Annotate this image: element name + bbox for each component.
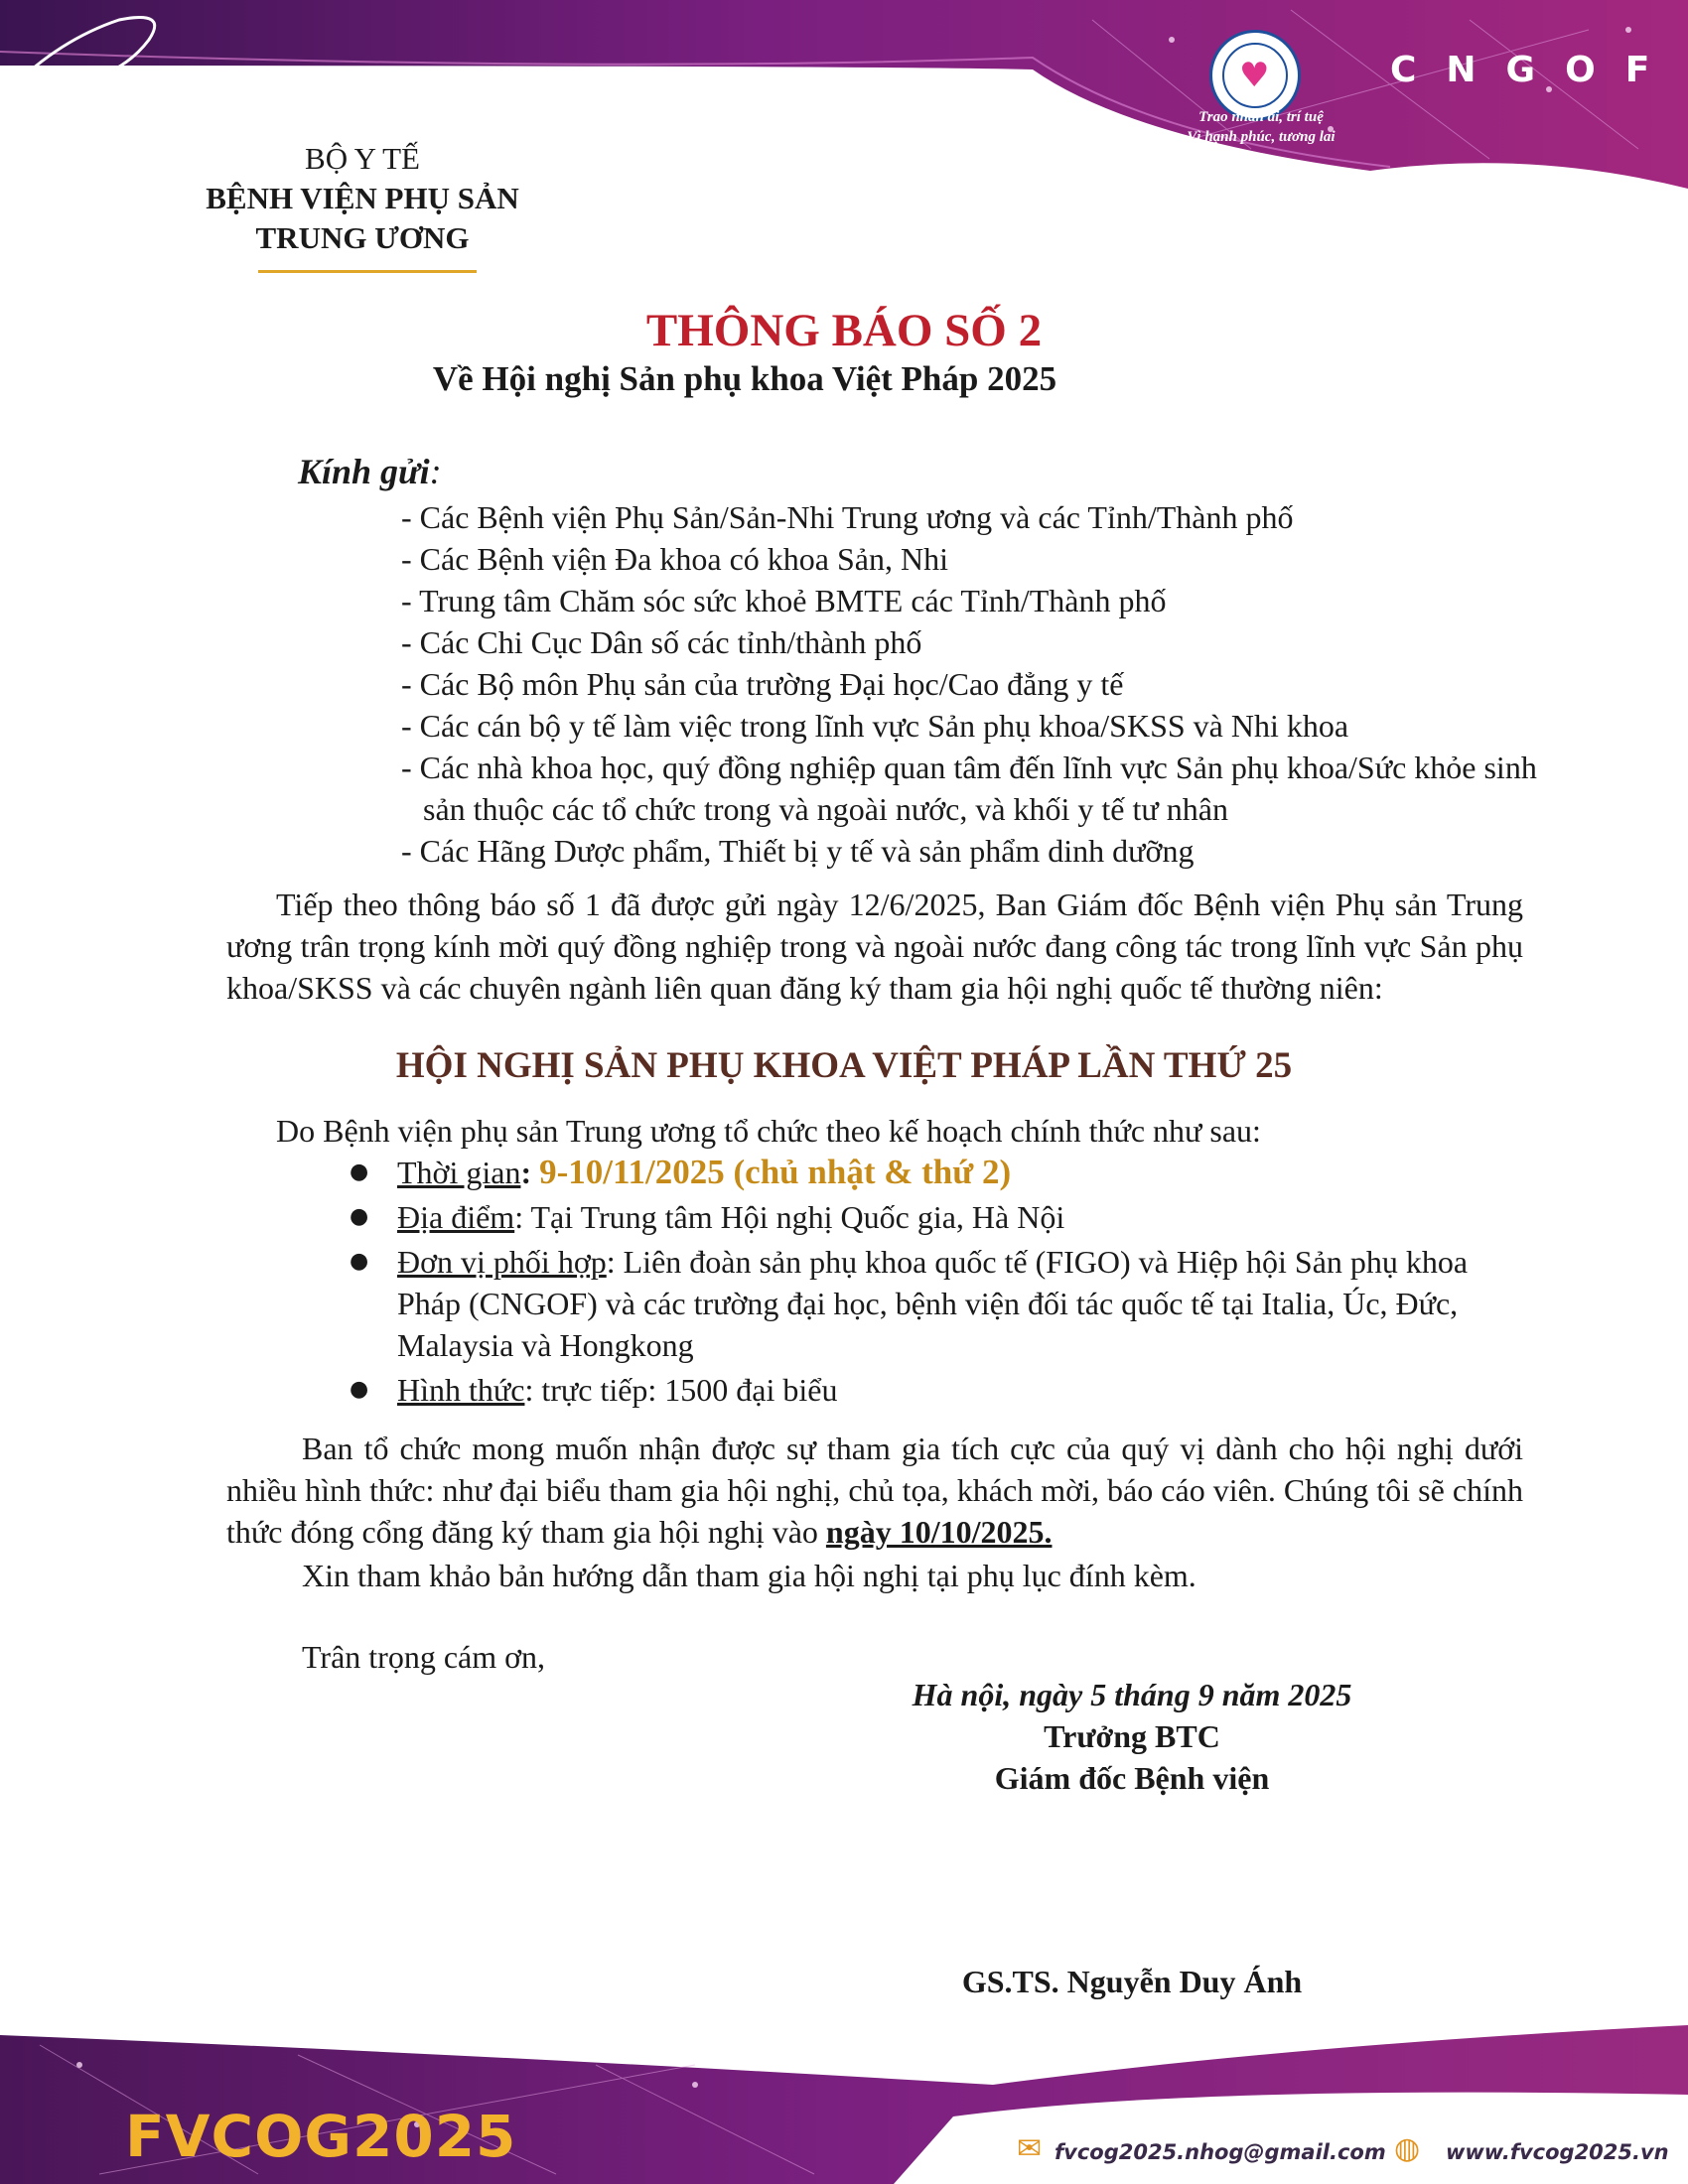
time-label: Thời gian xyxy=(397,1155,521,1190)
recipient-item: - Các cán bộ y tế làm việc trong lĩnh vực Sản phụ khoa/SKSS và Nhi khoa xyxy=(401,708,1349,744)
bullet-icon: ● xyxy=(350,1160,369,1184)
contact-website[interactable]: www.fvcog2025.vn xyxy=(1446,2140,1669,2164)
signer-name: GS.TS. Nguyễn Duy Ánh xyxy=(961,1964,1303,1999)
thanks-line: Trân trọng cám ơn, xyxy=(302,1639,546,1675)
venue-label: Địa điểm xyxy=(397,1199,515,1235)
bullet-icon: ● xyxy=(350,1204,369,1229)
globe-icon: ◍ xyxy=(1394,2131,1421,2166)
document-subtitle: Về Hội nghị Sản phụ khoa Việt Pháp 2025 xyxy=(432,359,1057,398)
salutation-text: Kính gửi xyxy=(298,452,430,491)
document-title: THÔNG BÁO SỐ 2 xyxy=(645,305,1043,356)
partners-label: Đơn vị phối hợp xyxy=(397,1244,607,1280)
recipient-list xyxy=(401,496,1553,872)
ministry-name: BỘ Y TẾ xyxy=(305,141,420,176)
recipient-item: - Các Bệnh viện Đa khoa có khoa Sản, Nhi xyxy=(401,541,948,577)
cngof-swirl-icon xyxy=(0,0,179,109)
reference-note: Xin tham khảo bản hướng dẫn tham gia hội nghị tại phụ lục đính kèm. xyxy=(302,1558,1196,1593)
signature-date: Hà nội, ngày 5 tháng 9 năm 2025 xyxy=(912,1677,1352,1712)
recipient-item: - Các Bệnh viện Phụ Sản/Sản-Nhi Trung ương và các Tỉnh/Thành phố xyxy=(401,499,1294,535)
time-value: 9-10/11/2025 (chủ nhật & thứ 2) xyxy=(539,1153,1012,1191)
ministry-block xyxy=(179,139,546,258)
closing-paragraph xyxy=(226,1428,1523,1553)
slogan-line1: Trao nhân ái, trí tuệ xyxy=(1198,109,1324,125)
hospital-name-line2: TRUNG ƯƠNG xyxy=(255,220,470,255)
signature-role1: Trưởng BTC xyxy=(1044,1718,1220,1754)
detail-format xyxy=(338,1369,1529,1411)
event-logo: FVCOG2025 xyxy=(125,2103,517,2170)
conference-name: HỘI NGHỊ SẢN PHỤ KHOA VIỆT PHÁP LẦN THỨ 25 xyxy=(395,1045,1293,1086)
recipient-item: - Các Bộ môn Phụ sản của trường Đại học/Cao đẳng y tế xyxy=(401,666,1124,702)
signature-block xyxy=(834,1674,1430,1799)
detail-time: ● Thời gian: 9-10/11/2025 (chủ nhật & thứ 2) xyxy=(350,1153,1012,1191)
registration-deadline: ngày 10/10/2025. xyxy=(825,1514,1053,1550)
mail-icon: ✉ xyxy=(1017,2131,1043,2166)
format-value: : trực tiếp: 1500 đại biểu xyxy=(524,1372,838,1408)
footer-banner xyxy=(0,2025,1688,2184)
organized-by-paragraph: Do Bệnh viện phụ sản Trung ương tổ chức theo kế hoạch chính thức như sau: xyxy=(276,1113,1261,1149)
format-label: Hình thức xyxy=(397,1372,525,1408)
contact-email[interactable]: fvcog2025.nhog@gmail.com xyxy=(1055,2140,1386,2164)
partners-value: : Liên đoàn sản phụ khoa quốc tế (FIGO) và Hiệp hội Sản phụ khoa Pháp (CNGOF) và các trường đại học, bệnh viện đối tác quốc tế tại Italia, Úc, Đức, Malaysia và Hongkong xyxy=(397,1244,1469,1363)
hospital-name-line1: BỆNH VIỆN PHỤ SẢN xyxy=(206,181,519,215)
bullet-icon: ● xyxy=(350,1377,369,1402)
recipient-item: - Trung tâm Chăm sóc sức khoẻ BMTE các Tỉnh/Thành phố xyxy=(401,583,1167,618)
event-details-list xyxy=(338,1152,1529,1414)
heart-icon: ♥ xyxy=(1239,56,1270,95)
ministry-underline xyxy=(258,270,477,273)
recipient-item: - Các Chi Cục Dân số các tỉnh/thành phố xyxy=(401,624,922,660)
slogan-line2: Vì hạnh phúc, tương lai xyxy=(1187,129,1336,145)
slogan xyxy=(1142,107,1380,147)
recipient-item: - Các nhà khoa học, quý đồng nghiệp quan tâm đến lĩnh vực Sản phụ khoa/Sức khỏe sinh sản thuộc các tổ chức trong và ngoài nước, và khối y tế tư nhân xyxy=(401,750,1537,827)
bullet-icon: ● xyxy=(350,1249,369,1274)
detail-venue xyxy=(338,1196,1529,1238)
recipient-item: - Các Hãng Dược phẩm, Thiết bị y tế và sản phẩm dinh dưỡng xyxy=(401,833,1195,869)
venue-value: : Tại Trung tâm Hội nghị Quốc gia, Hà Nội xyxy=(514,1199,1065,1235)
signature-role2: Giám đốc Bệnh viện xyxy=(994,1760,1270,1796)
detail-partners xyxy=(338,1241,1529,1366)
closing-text: Ban tổ chức mong muốn nhận được sự tham gia tích cực của quý vị dành cho hội nghị dưới nhiều hình thức: như đại biểu tham gia hội nghị, chủ tọa, khách mời, báo cáo viên. Chúng tôi sẽ chính thức đóng cổng đăng ký tham gia hội nghị vào xyxy=(226,1431,1523,1550)
intro-paragraph: Tiếp theo thông báo số 1 đã được gửi ngày 12/6/2025, Ban Giám đốc Bệnh viện Phụ sản Trung ương trân trọng kính mời quý đồng nghiệp trong và ngoài nước đang công tác trong lĩnh vực Sản phụ khoa/SKSS và các chuyên ngành liên quan đăng ký tham gia hội nghị quốc tế thường niên: xyxy=(226,887,1523,1006)
salutation: Kính gửi: xyxy=(298,452,442,491)
cngof-logo: CNGOF xyxy=(1390,50,1680,90)
